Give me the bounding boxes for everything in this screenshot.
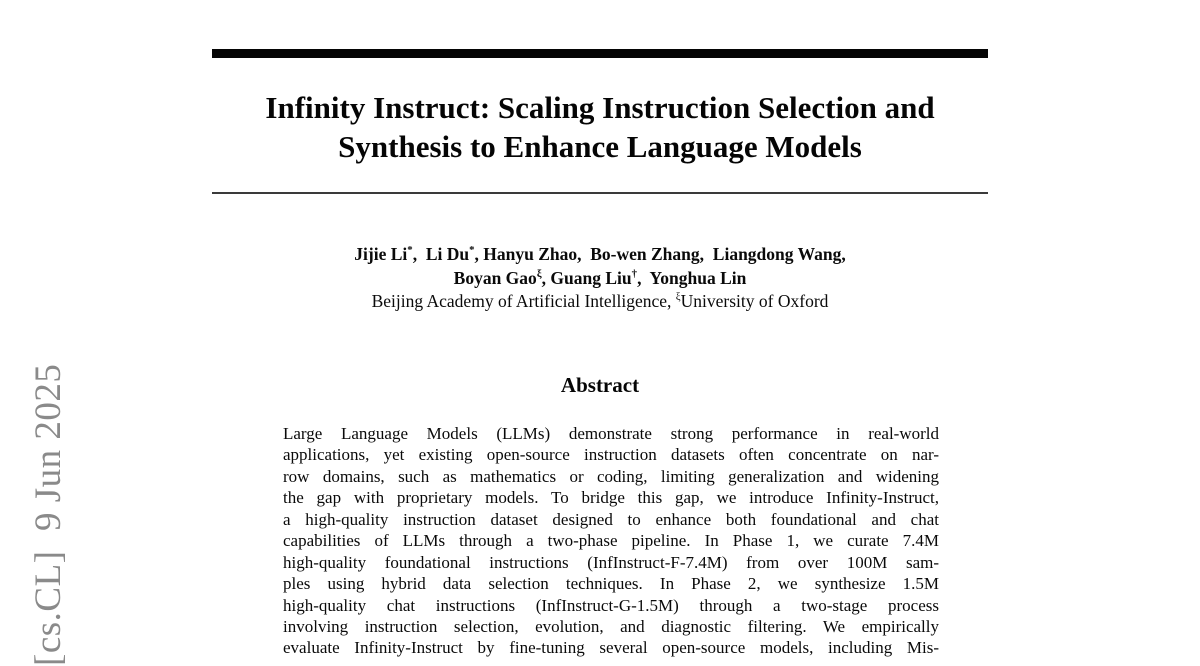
author-footnote-mark: †: [631, 267, 638, 280]
abstract-line: ples using hybrid data selection techniques. In Phase 2, we synthesize 1.5M: [283, 574, 939, 594]
paper-title-line2: Synthesis to Enhance Language Models: [338, 129, 862, 164]
title-divider-rule: [212, 192, 988, 194]
author-separator: ,: [637, 267, 650, 288]
author-footnote-mark: *: [407, 244, 413, 257]
author-footnote-mark: *: [469, 244, 475, 257]
abstract-line: involving instruction selection, evolution, and diagnostic filtering. We empirically: [283, 616, 939, 636]
author-name: Yonghua Lin: [649, 267, 747, 288]
arxiv-category-date-banner: [cs.CL] 9 Jun 2025: [28, 363, 69, 666]
paper-title: [212, 88, 988, 166]
abstract-line: the gap with proprietary models. To bridge this gap, we introduce Infinity-Instruct,: [283, 488, 939, 508]
top-divider-rule: [212, 49, 988, 58]
author-name: Bo-wen Zhang: [590, 244, 700, 264]
abstract-line: row domains, such as mathematics or coding, limiting generalization and widening: [283, 466, 939, 486]
paper-title-line1: Infinity Instruct: Scaling Instruction Selection and: [265, 90, 935, 125]
author-line-2: [150, 267, 1050, 291]
author-name: Guang Liu: [550, 267, 632, 288]
author-separator: ,: [577, 244, 591, 264]
affiliation-footnote-mark: ξ: [675, 291, 681, 304]
author-name: Jijie Li: [354, 244, 408, 264]
affiliation-text: University of Oxford: [680, 291, 829, 311]
abstract-line: applications, yet existing open-source instruction datasets often concentrate on nar-: [283, 445, 939, 465]
author-separator: ,: [841, 244, 846, 264]
author-separator: ,: [541, 267, 551, 288]
author-name: Boyan Gao: [453, 267, 537, 288]
affiliation-text: Beijing Academy of Artificial Intelligence,: [371, 291, 676, 311]
abstract-line: Large Language Models (LLMs) demonstrate strong performance in real-world: [283, 424, 939, 443]
author-footnote-mark: ξ: [536, 267, 542, 280]
abstract-line: a high-quality instruction dataset designed to enhance both foundational and chat: [283, 509, 939, 529]
author-name: Hanyu Zhao: [483, 244, 578, 264]
abstract-heading: Abstract: [560, 373, 640, 397]
abstract-paragraph: [283, 423, 939, 659]
author-name: Liangdong Wang: [712, 244, 842, 264]
author-name: Li Du: [425, 244, 470, 264]
author-line-1: [150, 243, 1050, 267]
abstract-line: evaluate Infinity-Instruct by fine-tuning several open-source models, including Mis-: [283, 638, 939, 658]
author-separator: ,: [474, 244, 484, 264]
abstract-line: capabilities of LLMs through a two-phase pipeline. In Phase 1, we curate 7.4M: [283, 531, 939, 551]
affiliation-line: [150, 290, 1050, 314]
abstract-line: high-quality foundational instructions (InfInstruct-F-7.4M) from over 100M sam-: [283, 552, 939, 572]
abstract-line: high-quality chat instructions (InfInstruct-G-1.5M) through a two-stage process: [283, 595, 939, 615]
author-block: [150, 243, 1050, 314]
author-separator: ,: [699, 244, 713, 264]
author-separator: ,: [412, 244, 426, 264]
